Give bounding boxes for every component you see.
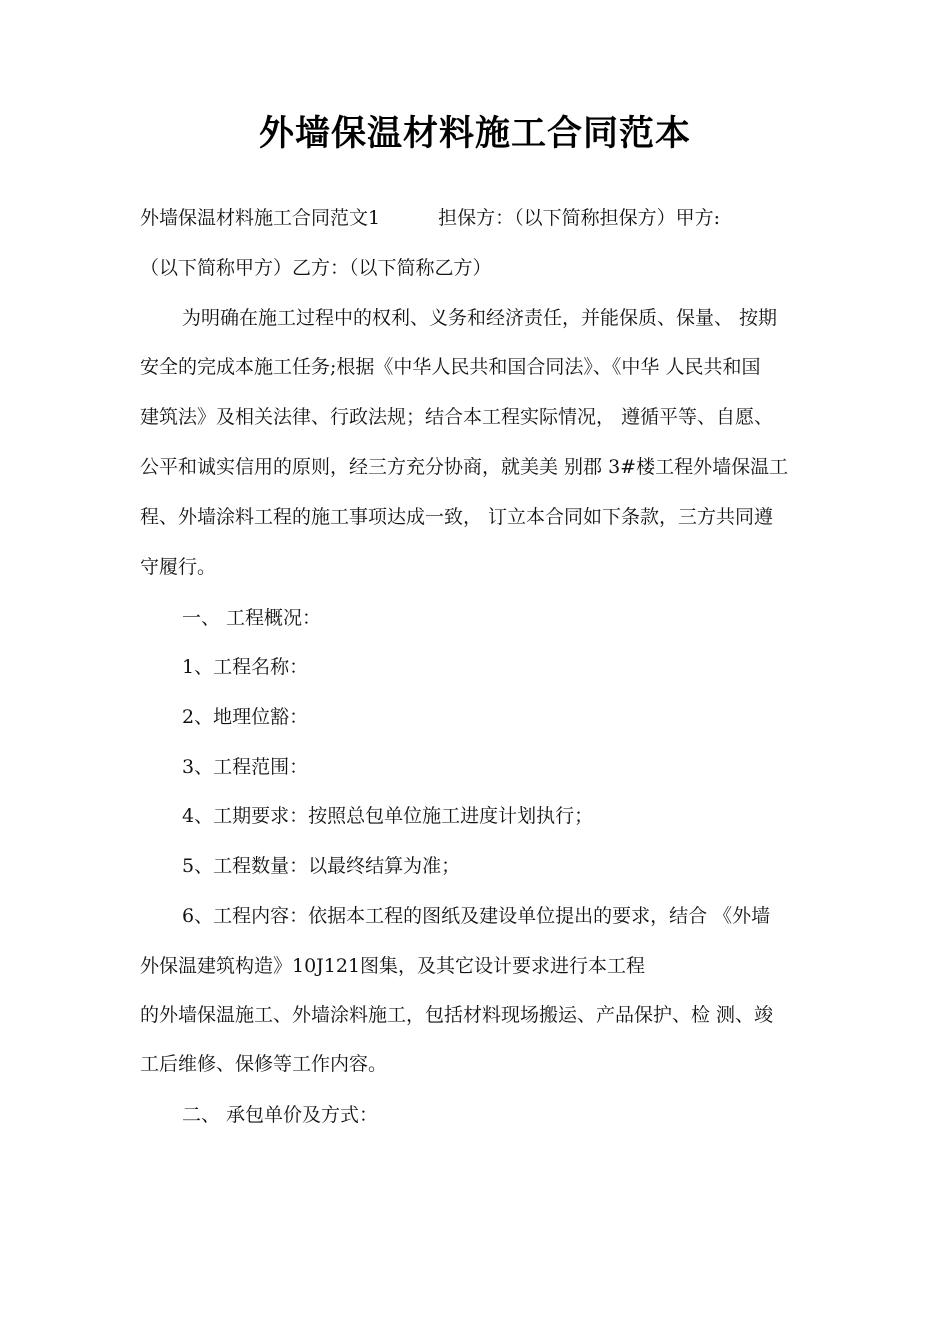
item-5: 5、工程数量：以最终结算为准；	[182, 855, 461, 877]
header-line-2: （以下简称甲方）乙方：（以下简称乙方）	[140, 257, 492, 279]
item-6-line-2: 外保温建筑构造》10J121图集，及其它设计要求进行本工程	[140, 955, 646, 977]
item-2: 2、地理位豁：	[182, 706, 309, 728]
header-line-1a: 外墙保温材料施工合同范文1	[140, 207, 381, 229]
header-line-1b: 担保方：（以下简称担保方）甲方:	[438, 207, 720, 229]
section-2-heading: 二、 承包单价及方式：	[182, 1104, 379, 1126]
intro-line-6: 守履行。	[140, 556, 217, 578]
intro-line-3: 建筑法》及相关法律、行政法规；结合本工程实际情况， 遵循平等、自愿、	[140, 406, 774, 428]
intro-line-2: 安全的完成本施工任务;根据《中华人民共和国合同法》、《中华 人民共和国	[140, 356, 761, 378]
intro-line-1: 为明确在施工过程中的权利、义务和经济责任，并能保质、保量、 按期	[182, 307, 778, 329]
item-3: 3、工程范围：	[182, 756, 309, 778]
item-6: 6、工程内容：依据本工程的图纸及建设单位提出的要求，结合 《外墙	[182, 905, 771, 927]
item-1: 1、工程名称：	[182, 656, 309, 678]
intro-line-5: 程、外墙涂料工程的施工事项达成一致， 订立本合同如下条款，三方共同遵	[140, 506, 774, 528]
header-line-1	[140, 203, 720, 233]
document-title: 外墙保温材料施工合同范本	[258, 113, 691, 154]
intro-line-4: 公平和诚实信用的原则，经三方充分协商，就美美 别郡 3#楼工程外墙保温工	[140, 456, 789, 478]
section-1-heading: 一、 工程概况：	[182, 607, 322, 629]
item-4: 4、工期要求：按照总包单位施工进度计划执行；	[182, 805, 594, 827]
item-6-line-3: 的外墙保温施工、外墙涂料施工，包括材料现场搬运、产品保护、检 测、竣	[140, 1004, 774, 1026]
item-6-line-4: 工后维修、保修等工作内容。	[140, 1053, 388, 1075]
